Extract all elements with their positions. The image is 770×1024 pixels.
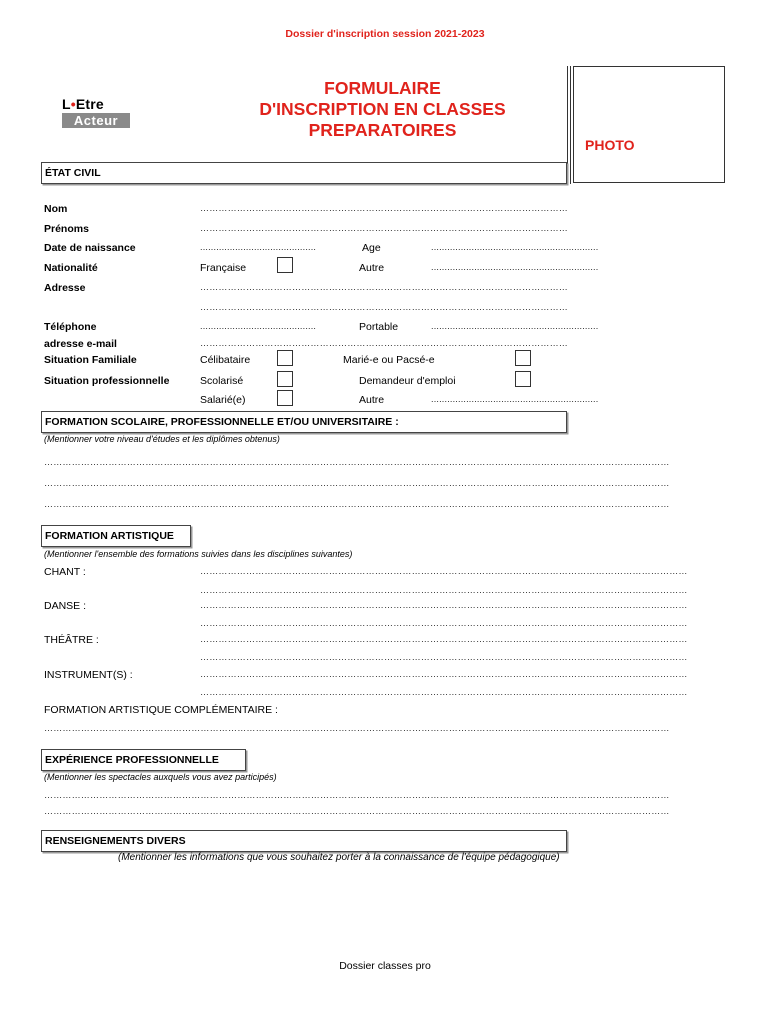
logo-letter: L <box>62 96 71 112</box>
field-date-naissance[interactable]: ........................................... <box>200 242 317 252</box>
photo-frame-edge <box>567 66 571 184</box>
label-chant: CHANT : <box>44 566 86 578</box>
label-adresse: Adresse <box>44 282 86 294</box>
note-formation-scolaire: (Mentionner votre niveau d'études et les diplômes obtenus) <box>44 434 280 444</box>
note-renseignements: (Mentionner les informations que vous souhaitez porter à la connaissance de l'équipe pédagogique) <box>118 852 560 863</box>
field-age[interactable]: .............................................................. <box>431 242 599 252</box>
field-instruments-2[interactable]: …………………………………………………………………………………………………………………………………………… <box>200 687 688 697</box>
label-nationalite-autre: Autre <box>359 262 385 274</box>
session-title: Dossier d'inscription session 2021-2023 <box>285 28 485 40</box>
form-title <box>195 78 570 141</box>
field-email[interactable]: ………………………………………………………………………………………………………… <box>200 338 568 348</box>
section-renseignements: RENSEIGNEMENTS DIVERS <box>41 830 567 852</box>
label-prenoms: Prénoms <box>44 223 89 235</box>
field-formation-complementaire[interactable]: …………………………………………………………………………………………………………………………………………………………………………………… <box>44 723 670 733</box>
section-experience: EXPÉRIENCE PROFESSIONNELLE <box>41 749 246 771</box>
label-portable: Portable <box>359 321 399 333</box>
checkbox-marie-pacse[interactable] <box>515 350 531 366</box>
field-formation-scolaire-1[interactable]: …………………………………………………………………………………………………………………………………………………………………………………… <box>44 457 670 467</box>
form-title-line-1: FORMULAIRE <box>324 78 441 98</box>
field-situation-autre[interactable]: .............................................................. <box>431 394 599 404</box>
label-formation-complementaire: FORMATION ARTISTIQUE COMPLÉMENTAIRE : <box>44 704 278 716</box>
field-experience-2[interactable]: …………………………………………………………………………………………………………………………………………………………………………………… <box>44 806 670 816</box>
field-telephone[interactable]: ........................................... <box>200 321 317 331</box>
checkbox-salarie[interactable] <box>277 390 293 406</box>
checkbox-demandeur-emploi[interactable] <box>515 371 531 387</box>
label-marie-pacse: Marié-e ou Pacsé-e <box>343 354 435 366</box>
label-theatre: THÉÂTRE : <box>44 634 99 646</box>
field-formation-scolaire-2[interactable]: …………………………………………………………………………………………………………………………………………………………………………………… <box>44 478 670 488</box>
label-situation-familiale: Situation Familiale <box>44 354 137 366</box>
checkbox-celibataire[interactable] <box>277 350 293 366</box>
checkbox-francaise[interactable] <box>277 257 293 273</box>
note-formation-artistique: (Mentionner l'ensemble des formations suivies dans les disciplines suivantes) <box>44 549 353 559</box>
section-formation-scolaire: FORMATION SCOLAIRE, PROFESSIONNELLE ET/OU UNIVERSITAIRE : <box>41 411 567 433</box>
label-situation-pro: Situation professionnelle <box>44 375 170 387</box>
label-celibataire: Célibataire <box>200 354 251 366</box>
label-email: adresse e-mail <box>44 338 117 350</box>
field-formation-scolaire-3[interactable]: …………………………………………………………………………………………………………………………………………………………………………………… <box>44 499 670 509</box>
field-prenoms[interactable]: ………………………………………………………………………………………………………… <box>200 223 568 233</box>
section-etat-civil: ÉTAT CIVIL <box>41 162 567 184</box>
note-experience: (Mentionner les spectacles auxquels vous avez participés) <box>44 772 277 782</box>
label-scolarise: Scolarisé <box>200 375 244 387</box>
label-telephone: Téléphone <box>44 321 97 333</box>
field-portable[interactable]: .............................................................. <box>431 321 599 331</box>
field-theatre-1[interactable]: …………………………………………………………………………………………………………………………………………… <box>200 634 688 644</box>
label-date-naissance: Date de naissance <box>44 242 136 254</box>
label-nationalite: Nationalité <box>44 262 98 274</box>
logo-word: Etre <box>75 96 104 112</box>
field-experience-1[interactable]: …………………………………………………………………………………………………………………………………………………………………………………… <box>44 790 670 800</box>
section-formation-artistique: FORMATION ARTISTIQUE <box>41 525 191 547</box>
field-theatre-2[interactable]: …………………………………………………………………………………………………………………………………………… <box>200 652 688 662</box>
logo <box>62 96 134 128</box>
logo-dot: • <box>70 96 76 112</box>
form-title-line-3: PREPARATOIRES <box>308 120 457 140</box>
label-francaise: Française <box>200 262 247 274</box>
photo-box[interactable] <box>573 66 725 183</box>
field-instruments-1[interactable]: …………………………………………………………………………………………………………………………………………… <box>200 669 688 679</box>
label-instruments: INSTRUMENT(S) : <box>44 669 133 681</box>
label-situation-autre: Autre <box>359 394 385 406</box>
footer-text: Dossier classes pro <box>339 960 431 972</box>
field-chant-2[interactable]: …………………………………………………………………………………………………………………………………………… <box>200 585 688 595</box>
field-nationalite-autre[interactable]: .............................................................. <box>431 262 599 272</box>
label-demandeur-emploi: Demandeur d'emploi <box>359 375 456 387</box>
logo-acteur: Acteur <box>62 113 130 128</box>
label-danse: DANSE : <box>44 600 87 612</box>
field-nom[interactable]: ………………………………………………………………………………………………………… <box>200 203 568 213</box>
field-danse-2[interactable]: …………………………………………………………………………………………………………………………………………… <box>200 618 688 628</box>
field-adresse-1[interactable]: ………………………………………………………………………………………………………… <box>200 282 568 292</box>
field-danse-1[interactable]: …………………………………………………………………………………………………………………………………………… <box>200 600 688 610</box>
photo-label: PHOTO <box>585 137 635 153</box>
field-adresse-2[interactable]: ………………………………………………………………………………………………………… <box>200 302 568 312</box>
label-age: Age <box>362 242 381 254</box>
field-chant-1[interactable]: …………………………………………………………………………………………………………………………………………… <box>200 566 688 576</box>
label-salarie: Salarié(e) <box>200 394 246 406</box>
form-title-line-2: D'INSCRIPTION EN CLASSES <box>259 99 506 119</box>
label-nom: Nom <box>44 203 68 215</box>
checkbox-scolarise[interactable] <box>277 371 293 387</box>
